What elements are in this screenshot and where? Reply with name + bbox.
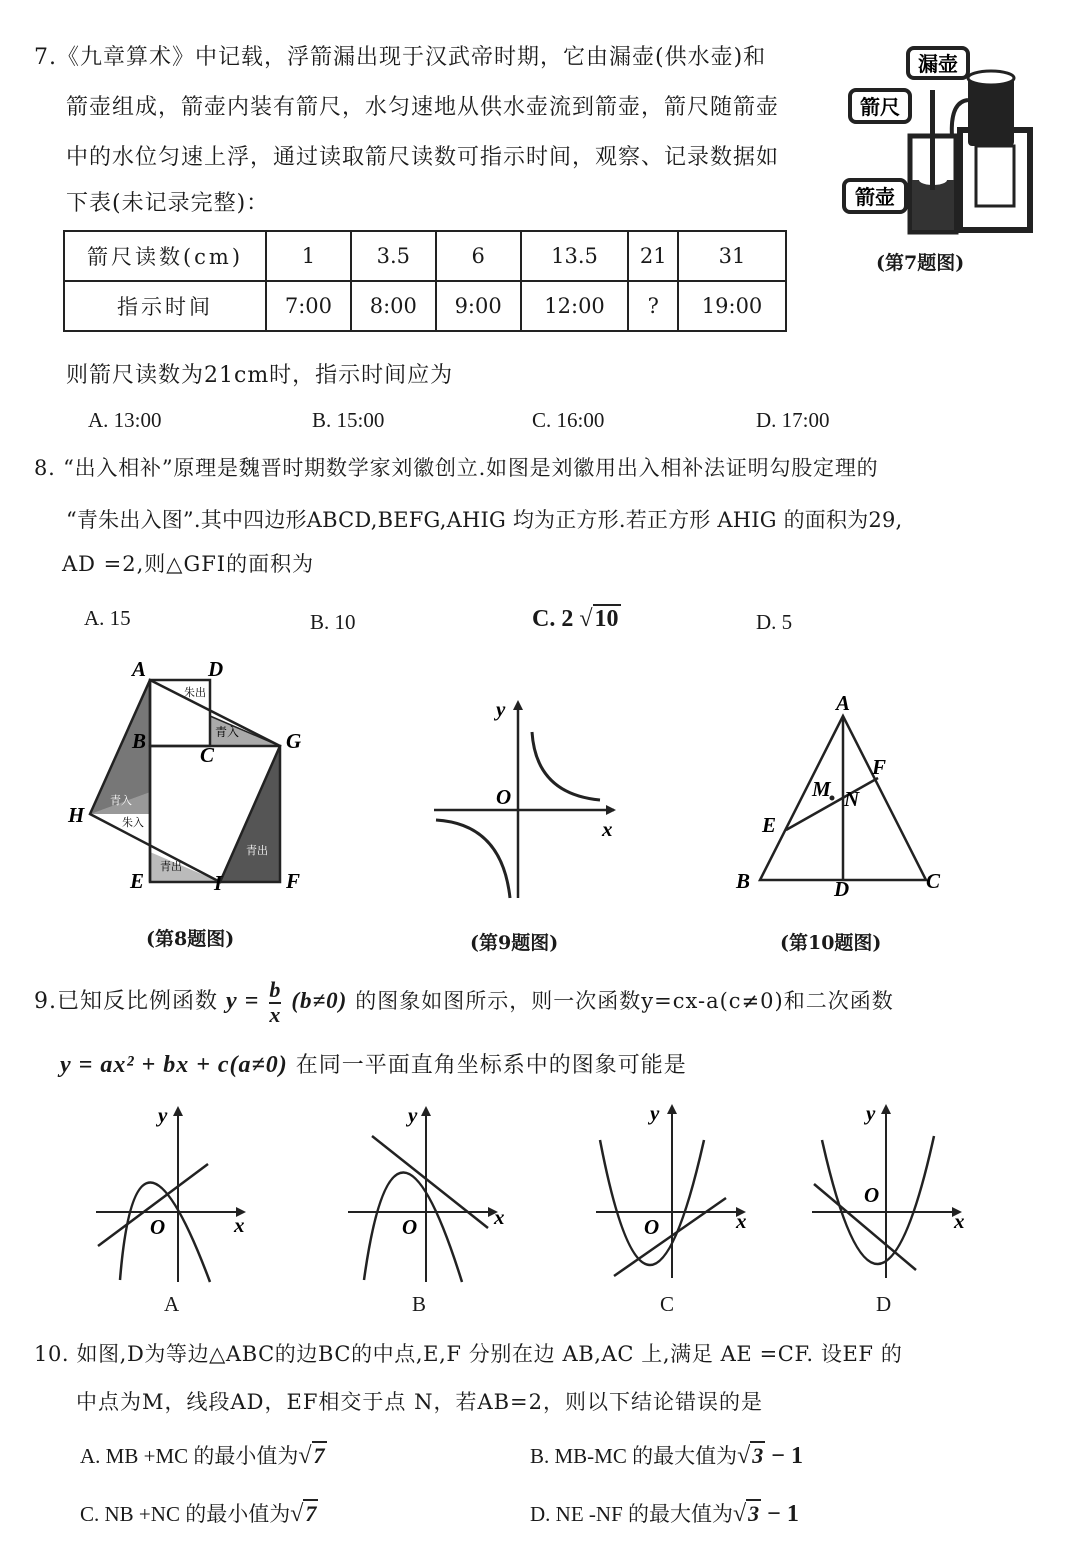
point-label: M bbox=[812, 777, 831, 801]
q10-line-2: 中点为M，线段AD，EF相交于点 N，若AB=2，则以下结论错误的是 bbox=[76, 1390, 764, 1414]
origin-label: O bbox=[644, 1215, 660, 1239]
q9-option-d-label: D bbox=[876, 1292, 892, 1316]
point-label: B bbox=[132, 729, 147, 753]
q10-option-b-text: B. MB-MC 的最大值为 bbox=[530, 1444, 738, 1468]
table-cell: 19:00 bbox=[678, 281, 786, 331]
q9-mid: 的图象如图所示，则一次函数y=cx-a(c≠0)和二次函数 bbox=[355, 989, 894, 1013]
q9-caption: (第9题图) bbox=[470, 932, 559, 954]
origin-label: O bbox=[402, 1215, 418, 1239]
q10-figure bbox=[730, 690, 960, 900]
q9-option-c-graph bbox=[592, 1100, 762, 1280]
point-label: N bbox=[844, 787, 860, 811]
point-label: I bbox=[214, 871, 223, 895]
q10-caption: (第10题图) bbox=[780, 932, 882, 954]
x-axis-label: x bbox=[736, 1209, 747, 1233]
q7-option-c: C. 16:00 bbox=[532, 408, 605, 432]
q10-option-d: D. NE -NF 的最大值为√3 − 1 bbox=[530, 1501, 799, 1527]
q8-line-2: “青朱出入图”.其中四边形ABCD,BEFG,AHIG 均为正方形.若正方形 AHIG 的面积为29, bbox=[66, 508, 903, 532]
y-axis-label: y bbox=[408, 1103, 418, 1127]
q7-option-b: B. 15:00 bbox=[312, 408, 385, 432]
region-label: 朱出 bbox=[184, 686, 206, 699]
q10-option-a-text: A. MB +MC 的最小值为 bbox=[80, 1444, 299, 1468]
q9-option-b-graph bbox=[344, 1104, 514, 1284]
x-axis-label: x bbox=[494, 1205, 505, 1229]
q10-option-a: A. MB +MC 的最小值为√7 bbox=[80, 1443, 325, 1469]
point-label: D bbox=[208, 657, 224, 681]
q7-line-2: 箭壶组成，箭壶内装有箭尺，水匀速地从供水壶流到箭壶，箭尺随箭壶 bbox=[66, 95, 780, 120]
q10-option-c-radicand: 7 bbox=[305, 1501, 317, 1526]
q8-option-a: A. 15 bbox=[84, 606, 131, 630]
q7-line-4: 下表(未记录完整)： bbox=[66, 191, 270, 216]
y-axis-label: y bbox=[158, 1103, 168, 1127]
q9-option-d-graph bbox=[808, 1100, 978, 1280]
point-label: C bbox=[200, 743, 215, 767]
q10-option-a-radicand: 7 bbox=[313, 1443, 325, 1468]
table-cell: 12:00 bbox=[521, 281, 629, 331]
table-cell: 13.5 bbox=[521, 231, 629, 281]
table-cell: 1 bbox=[266, 231, 351, 281]
table-cell: 3.5 bbox=[351, 231, 436, 281]
point-label: G bbox=[286, 729, 302, 753]
q9-option-b-label: B bbox=[412, 1292, 427, 1316]
table-header-reading: 箭尺读数(cm) bbox=[64, 231, 266, 281]
table-cell: 6 bbox=[436, 231, 521, 281]
q9-line2-formula: y = ax² + bx + c(a≠0) bbox=[60, 1052, 288, 1078]
x-axis-label: x bbox=[602, 817, 613, 841]
q8-option-c-label: C. 2 bbox=[532, 606, 574, 632]
point-label: D bbox=[834, 877, 850, 901]
q9-prefix: 9.已知反比例函数 bbox=[34, 989, 218, 1014]
q9-condition: (b≠0) bbox=[291, 988, 348, 1013]
point-label: E bbox=[130, 869, 145, 893]
q8-line-3: AD =2,则△GFI的面积为 bbox=[62, 552, 315, 576]
q9-line-1 bbox=[34, 978, 894, 1026]
region-label: 青出 bbox=[160, 860, 182, 873]
q7-option-d: D. 17:00 bbox=[756, 408, 830, 432]
q10-option-b-radicand: 3 bbox=[752, 1443, 764, 1468]
q9-denominator: x bbox=[269, 1002, 282, 1027]
q7-caption: (第7题图) bbox=[876, 252, 965, 274]
point-label: H bbox=[68, 803, 85, 827]
region-label: 朱入 bbox=[122, 816, 144, 829]
q9-numerator: b bbox=[269, 977, 282, 1002]
q10-line-1: 10. 如图,D为等边△ABC的边BC的中点,E,F 分别在边 AB,AC 上,满足 AE =CF. 设EF 的 bbox=[34, 1342, 903, 1366]
region-label: 青入 bbox=[110, 794, 132, 807]
table-cell: 21 bbox=[628, 231, 678, 281]
q8-option-c-radicand: 10 bbox=[594, 606, 619, 632]
region-label: 青出 bbox=[246, 844, 268, 857]
x-axis-label: x bbox=[234, 1213, 245, 1237]
q10-option-d-text: D. NE -NF 的最大值为 bbox=[530, 1502, 733, 1526]
q7-option-a: A. 13:00 bbox=[88, 408, 162, 432]
q9-line2-text: 在同一平面直角坐标系中的图象可能是 bbox=[295, 1053, 687, 1078]
q8-line-1: 8. “出入相补”原理是魏晋时期数学家刘徽创立.如图是刘徽用出入相补法证明勾股定理的 bbox=[34, 456, 879, 480]
origin-label: O bbox=[496, 785, 512, 809]
table-cell: 31 bbox=[678, 231, 786, 281]
q7-question: 则箭尺读数为21cm时，指示时间应为 bbox=[66, 363, 454, 388]
q10-option-b: B. MB-MC 的最大值为√3 − 1 bbox=[530, 1443, 803, 1469]
point-label: F bbox=[872, 755, 887, 779]
q9-fraction bbox=[269, 978, 281, 1026]
q10-option-d-radicand: 3 bbox=[748, 1501, 760, 1526]
q10-option-c-text: C. NB +NC 的最小值为 bbox=[80, 1502, 291, 1526]
q9-option-a-graph bbox=[92, 1104, 262, 1284]
table-header-time: 指示时间 bbox=[64, 281, 266, 331]
q9-option-c-label: C bbox=[660, 1292, 675, 1316]
table-cell: ? bbox=[628, 281, 678, 331]
table-row bbox=[64, 231, 786, 281]
q8-option-d: D. 5 bbox=[756, 610, 793, 634]
q8-option-b: B. 10 bbox=[310, 610, 356, 634]
q8-option-c: C. 2 √10 bbox=[532, 606, 619, 632]
point-label: A bbox=[836, 691, 851, 715]
table-row bbox=[64, 281, 786, 331]
y-axis-label: y bbox=[496, 697, 506, 721]
q9-option-a-label: A bbox=[164, 1292, 180, 1316]
point-label: F bbox=[286, 869, 301, 893]
table-cell: 7:00 bbox=[266, 281, 351, 331]
origin-label: O bbox=[150, 1215, 166, 1239]
point-label: B bbox=[736, 869, 751, 893]
q7-line-1: 7.《九章算术》中记载，浮箭漏出现于汉武帝时期，它由漏壶(供水壶)和 bbox=[34, 45, 767, 70]
q8-figure bbox=[60, 656, 320, 896]
q9-formula-y: y = bbox=[226, 988, 260, 1014]
point-label: E bbox=[762, 813, 777, 837]
point-label: A bbox=[132, 657, 147, 681]
q10-option-d-tail: − 1 bbox=[761, 1501, 799, 1527]
table-cell: 8:00 bbox=[351, 281, 436, 331]
q10-option-b-tail: − 1 bbox=[765, 1443, 803, 1469]
label-jianhu: 箭壶 bbox=[855, 185, 895, 209]
q7-line-3: 中的水位匀速上浮，通过读取箭尺读数可指示时间，观察、记录数据如 bbox=[66, 145, 780, 170]
label-louhu: 漏壶 bbox=[918, 52, 958, 76]
y-axis-label: y bbox=[866, 1101, 876, 1125]
y-axis-label: y bbox=[650, 1101, 660, 1125]
q7-data-table bbox=[63, 230, 787, 332]
q10-option-c: C. NB +NC 的最小值为√7 bbox=[80, 1501, 317, 1527]
q9-figure bbox=[424, 694, 624, 904]
x-axis-label: x bbox=[954, 1209, 965, 1233]
point-label: C bbox=[926, 869, 941, 893]
origin-label: O bbox=[864, 1183, 880, 1207]
label-jianchi: 箭尺 bbox=[860, 95, 900, 119]
q8-caption: (第8题图) bbox=[146, 928, 235, 950]
table-cell: 9:00 bbox=[436, 281, 521, 331]
q7-water-clock-figure bbox=[840, 40, 1040, 240]
region-label: 青入 bbox=[215, 725, 240, 739]
q9-line-2 bbox=[60, 1048, 687, 1079]
